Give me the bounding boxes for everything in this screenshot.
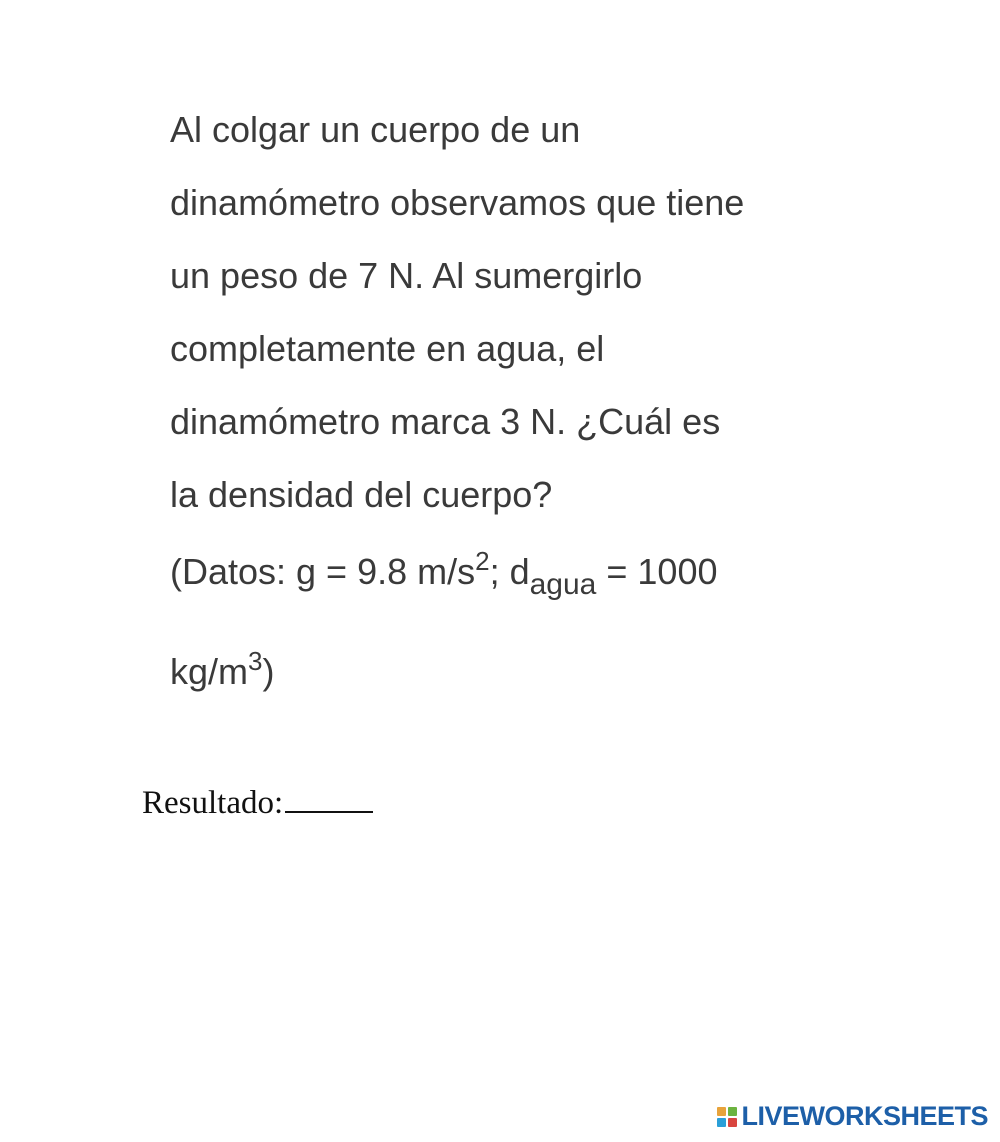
- result-row: [142, 783, 373, 822]
- problem-data-unit-line: [170, 646, 870, 706]
- data-unit: kg/m: [170, 651, 249, 692]
- problem-line: dinamómetro observamos que tiene: [170, 182, 745, 223]
- problem-line: completamente en agua, el: [170, 328, 605, 369]
- liveworksheets-logo: [717, 1101, 988, 1132]
- problem-data-line: [170, 546, 870, 646]
- logo-text-live: LIVE: [741, 1101, 800, 1131]
- logo-square: [728, 1118, 737, 1127]
- data-end: = 1000: [596, 551, 718, 592]
- data-unit-exponent: 3: [248, 646, 263, 676]
- data-subscript: agua: [529, 568, 597, 601]
- logo-square: [717, 1107, 726, 1116]
- result-label: Resultado:: [142, 785, 284, 821]
- logo-square: [728, 1107, 737, 1116]
- problem-line: la densidad del cuerpo?: [170, 474, 553, 515]
- logo-text-worksheets: WORKSHEETS: [799, 1101, 988, 1131]
- answer-blank[interactable]: [285, 783, 373, 813]
- logo-mark-icon: [717, 1107, 737, 1127]
- logo-square: [717, 1118, 726, 1127]
- data-exponent: 2: [475, 546, 490, 576]
- problem-line: un peso de 7 N. Al sumergirlo: [170, 255, 643, 296]
- problem-line: dinamómetro marca 3 N. ¿Cuál es: [170, 401, 721, 442]
- data-prefix: (Datos: g = 9.8 m/s: [170, 551, 476, 592]
- problem-line: Al colgar un cuerpo de un: [170, 109, 581, 150]
- problem-text: [170, 104, 870, 706]
- data-close: ): [262, 651, 275, 692]
- data-mid: ; d: [489, 551, 530, 592]
